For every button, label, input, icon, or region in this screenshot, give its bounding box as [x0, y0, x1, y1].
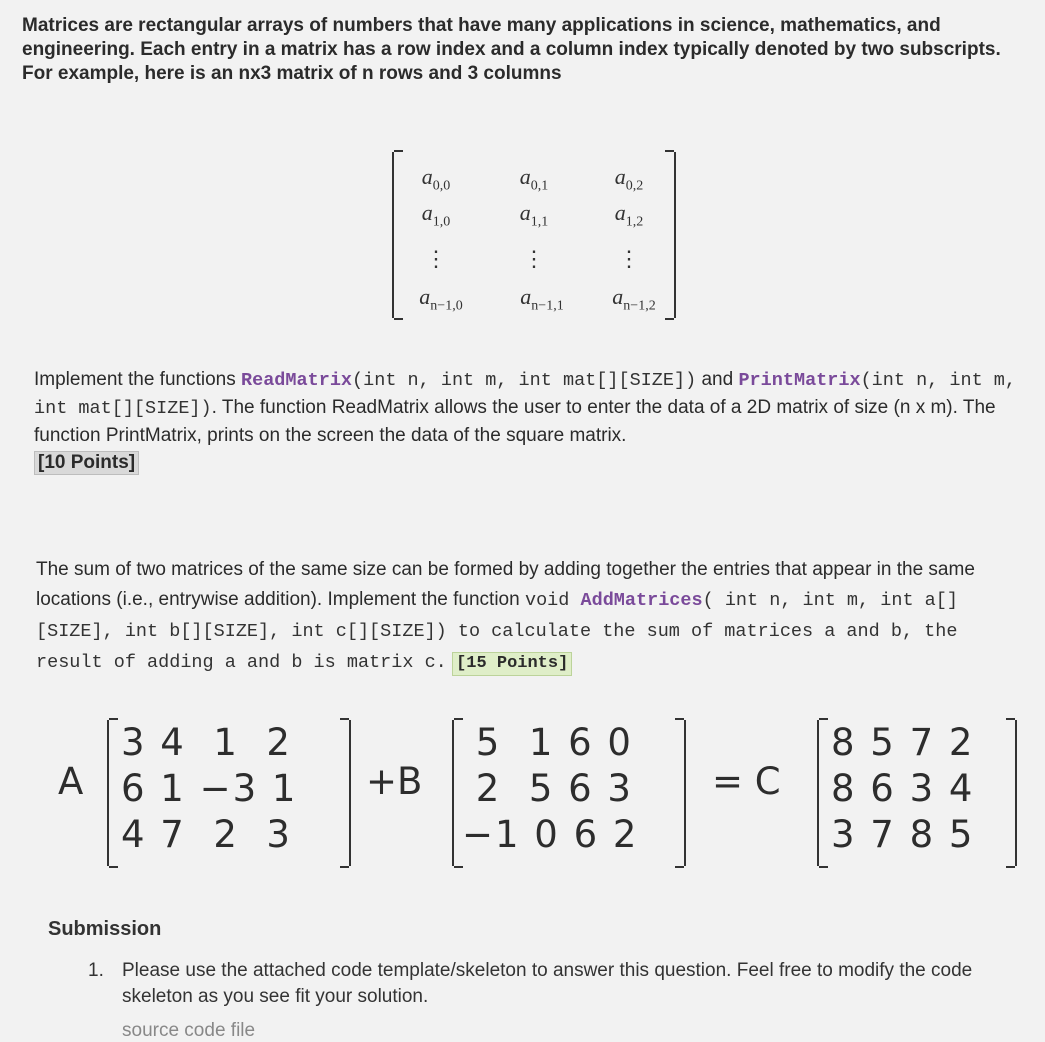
task1-paragraph: Implement the functions ReadMatrix(int n, int m, int mat[][SIZE]) and PrintMatrix(int n, int m, int mat[][SIZE]). The function ReadMatrix allows the user to enter the data of a 2D matrix of size (n x m). The function PrintMatrix, prints on the screen the data of the square matrix. [10 Points] — [34, 369, 1017, 473]
task2-paragraph: The sum of two matrices of the same size can be formed by adding together the entries that appear in the same locations (i.e., entrywise addition). Implement the function void AddMatrices( int n, int m, int a[][SIZE], int b[][SIZE], int c[][SIZE]) to calculate the sum of matrices a and b, the result of adding a and b is matrix c. [15 Points] — [36, 555, 1026, 678]
matrix-row: 8 5 7 2 — [831, 721, 975, 764]
list-item-text: Please use the attached code template/skeleton to answer this question. Feel free to modify the code skeleton as you see fit your solution. — [122, 960, 973, 1007]
matrix-cell: $a_{0,1}$ — [519, 164, 549, 194]
cut-off-text: source code file — [122, 1020, 256, 1041]
general-matrix — [392, 152, 676, 318]
matrix-cell: $a_{0,0}$ — [421, 164, 451, 194]
matrix-a — [107, 720, 351, 866]
intro-paragraph — [22, 14, 1032, 86]
matrix-row: 4 7 2 3 — [121, 813, 292, 856]
matrix-cell: $a_{1,2}$ — [614, 200, 644, 230]
matrix-a-label: A — [58, 760, 84, 803]
matrix-row: 8 6 3 4 — [831, 767, 975, 810]
code-readmatrix: ReadMatrix — [241, 370, 353, 391]
matrix-cell: $a_{1,1}$ — [519, 200, 549, 230]
matrix-row: 3 4 1 2 — [121, 721, 292, 764]
matrix-c-label: = C — [712, 760, 781, 803]
matrix-c — [817, 720, 1017, 866]
points-badge: [10 Points] — [34, 451, 139, 475]
list-item-number: 1. — [88, 960, 104, 981]
vertical-dots: ⋮ — [618, 246, 640, 271]
matrix-row: 5 1 6 0 — [462, 721, 633, 764]
code-printmatrix: PrintMatrix — [738, 370, 861, 391]
submission-heading: Submission — [48, 918, 162, 940]
intro-text: Matrices are rectangular arrays of numbers that have many applications in science, mathematics, and engineering. Each entry in a matrix has a row index and a column index typically denoted by two subscripts. For example, here is an nx3 matrix of n rows and 3 columns — [22, 15, 1001, 84]
matrix-row: 2 5 6 3 — [462, 767, 633, 810]
matrix-row: 3 7 8 5 — [831, 813, 975, 856]
code-addmatrices: AddMatrices — [580, 590, 703, 611]
matrix-b — [452, 720, 686, 866]
matrix-row: −1 0 6 2 — [462, 813, 639, 856]
vertical-dots: ⋮ — [425, 246, 447, 271]
matrix-row: 6 1 −3 1 — [121, 767, 298, 810]
matrix-cell: $a_{1,0}$ — [421, 200, 451, 230]
matrix-cell: $a_{n-1,1}$ — [520, 284, 564, 314]
matrix-b-label: +B — [366, 760, 423, 803]
matrix-cell: $a_{n-1,0}$ — [419, 284, 463, 314]
matrix-cell: $a_{n-1,2}$ — [612, 284, 656, 314]
points-badge: [15 Points] — [452, 652, 572, 676]
vertical-dots: ⋮ — [523, 246, 545, 271]
matrix-cell: $a_{0,2}$ — [614, 164, 644, 194]
